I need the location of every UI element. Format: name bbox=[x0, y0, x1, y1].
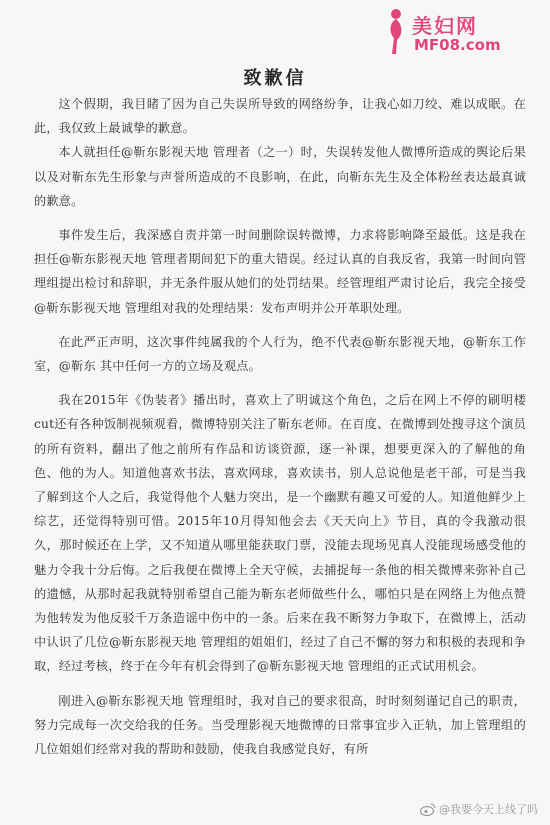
letter-title: 致歉信 bbox=[243, 68, 307, 89]
site-logo[interactable] bbox=[382, 6, 542, 58]
woman-silhouette-icon bbox=[384, 8, 408, 56]
paragraph: 本人就担任@靳东影视天地 管理者（之一）时，失误转发他人微博所造成的舆论后果以及对靳东先生形象与声誉所造成的不良影响，在此，向靳东先生及全体粉丝表达最真诚的歉意。 bbox=[34, 145, 526, 208]
weibo-icon bbox=[420, 802, 436, 816]
paragraph: 我在2015年《伪装者》播出时，喜欢上了明诚这个角色，之后在网上不停的刷明楼cut还有各种饭制视频观看，微博特别关注了靳东老师。在百度、在微博到处搜寻这个演员的所有资料，翻出了他之前所有作品和访谈资源，逐一补课，想要更深入的了解他的角色、他的为人。知道他喜欢书法，喜欢网球，喜欢读书，别人总说他是老干部，可是当我了解到这个人之后，我觉得他个人魅力突出，是一个幽默有趣又可爱的人。知道他鲜少上综艺，还觉得特别可惜。2015年10月得知他会去《天天向上》节目，真的令我激动很久，那时候还在上学，又不知道从哪里能获取门票，没能去现场见真人没能现场感受他的魅力令我十分后悔。之后我便在微博上全天守候，去捕捉每一条他的相关微博来弥补自己的遗憾，从那时起我就特别希望自己能为靳东老师做些什么，哪怕只是在网络上为他点赞为他转发为他反驳千万条造谣中伤中的一条。后来在我不断努力争取下，在微博上，活动中认识了几位@靳东影视天地 管理组的姐姐们，经过了自己不懈的努力和积极的表现和争取，经过考核，终于在今年有机会得到了@靳东影视天地 管理组的正式试用机会。 bbox=[34, 393, 526, 674]
paragraph: 事件发生后，我深感自责并第一时间删除误转微博，力求将影响降至最低。这是我在担任@靳东影视天地 管理者期间犯下的重大错误。经过认真的自我反省，我第一时间向管理组提出检讨和辞职，并无条件服从她们的处罚结果。经管理组严肃讨论后，我完全接受@靳东影视天地 管理组对我的处理结果：发布声明并公开革职处理。 bbox=[34, 228, 526, 315]
paragraph: 这个假期，我目睹了因为自己失误所导致的网络纷争，让我心如刀绞、难以成眠。在此，我仅致上最诚挚的歉意。 bbox=[34, 97, 526, 136]
logo-brand-url: MF08.com bbox=[414, 36, 501, 54]
paragraph: 刚进入@靳东影视天地 管理组时，我对自己的要求很高，时时刻刻谨记自己的职责，努力完成每一次交给我的任务。当受理影视天地微博的日常事宜步入正轨，加上管理组的几位姐姐们经常对我的帮助和鼓励，使我自我感觉良好，有所 bbox=[34, 693, 526, 757]
paragraph: 在此严正声明，这次事件纯属我的个人行为，绝不代表@靳东影视天地，@靳东工作室，@靳东 其中任何一方的立场及观点。 bbox=[34, 334, 526, 374]
weibo-watermark bbox=[420, 801, 538, 817]
letter-body bbox=[34, 92, 526, 761]
watermark-handle: @我要今天上线了吗 bbox=[439, 803, 538, 816]
logo-brand-cn: 美妇网 bbox=[412, 14, 478, 38]
